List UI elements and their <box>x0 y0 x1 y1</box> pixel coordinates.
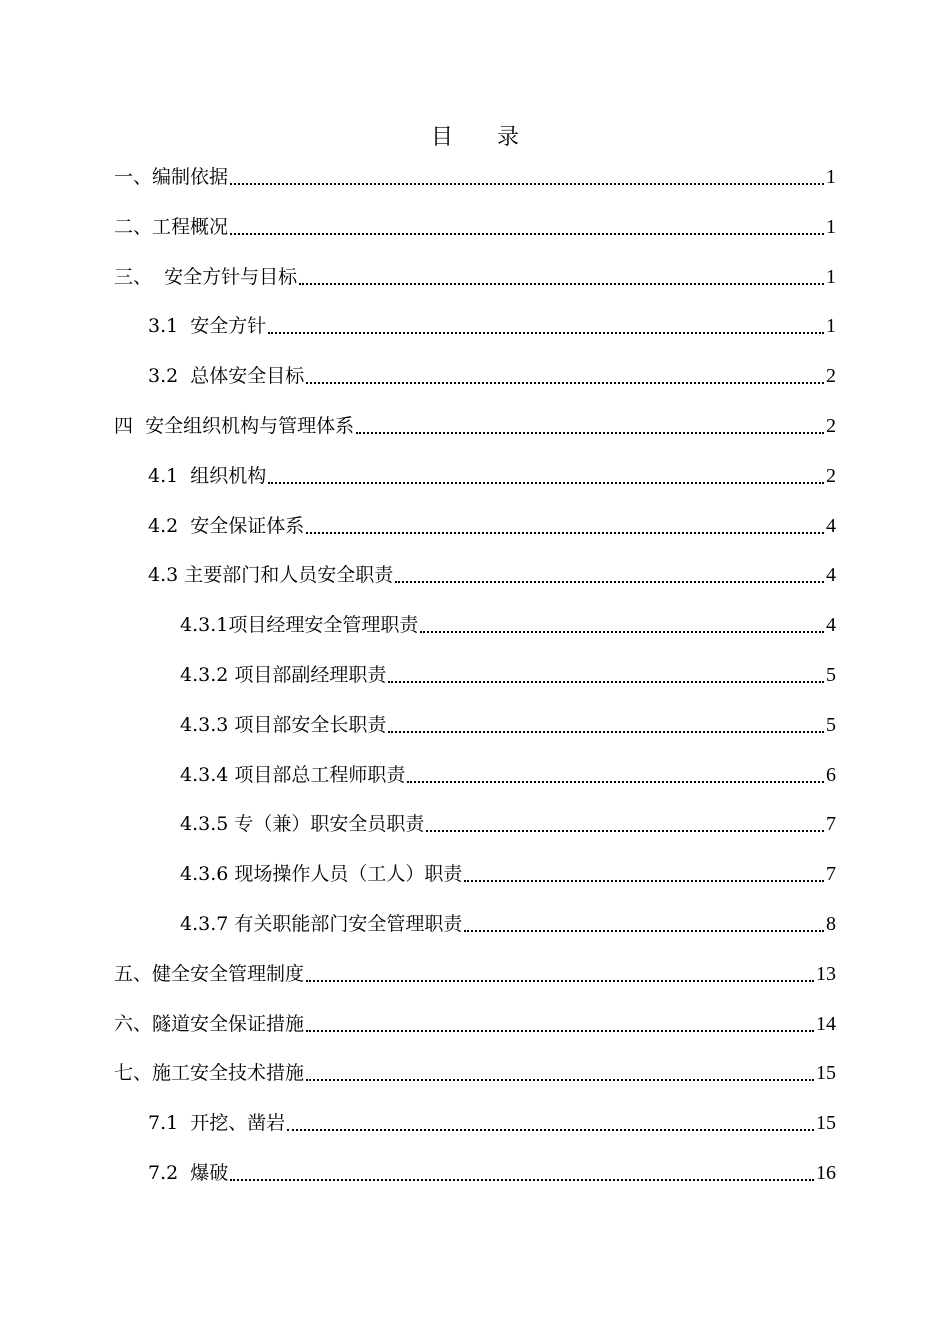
toc-entry-page-number: 2 <box>826 415 836 437</box>
dot-leader <box>426 830 824 832</box>
toc-entry[interactable] <box>180 859 836 889</box>
toc-entry-label: 七、施工安全技术措施 <box>114 1062 305 1085</box>
toc-entry-page-number: 8 <box>826 913 836 935</box>
dot-leader <box>395 581 824 583</box>
toc-entry[interactable] <box>114 212 836 242</box>
dot-leader <box>268 482 824 484</box>
toc-entry[interactable] <box>148 461 836 491</box>
toc-entry-page-number: 13 <box>816 962 836 985</box>
toc-entry[interactable] <box>114 411 836 441</box>
dot-leader <box>464 880 824 882</box>
dot-leader <box>356 432 824 434</box>
toc-title-char-1: 目 <box>430 125 453 150</box>
toc-entry-label: 三、 安全方针与目标 <box>114 265 298 288</box>
toc-entry-label: 4.3.7 有关职能部门安全管理职责 <box>180 913 463 935</box>
dot-leader <box>306 532 824 534</box>
toc-entry-page-number: 7 <box>826 863 836 886</box>
toc-entry-label: 4.3.6 现场操作人员（工人）职责 <box>180 863 463 886</box>
toc-entry[interactable] <box>180 710 836 740</box>
dot-leader <box>299 283 824 285</box>
toc-entry-page-number: 1 <box>826 315 836 338</box>
toc-entry[interactable] <box>114 262 836 292</box>
toc-entry-label: 4.3.4 项目部总工程师职责 <box>180 763 406 786</box>
toc-entry-page-number: 5 <box>826 713 836 736</box>
toc-entry-page-number: 1 <box>826 166 836 188</box>
toc-entry-page-number: 14 <box>816 1012 836 1035</box>
toc-entry-label: 7.2 爆破 <box>148 1162 229 1184</box>
dot-leader <box>306 1030 814 1032</box>
toc-entry-page-number: 4 <box>826 614 836 637</box>
toc-entry-label: 五、健全安全管理制度 <box>114 962 305 985</box>
toc-entry[interactable] <box>148 311 836 341</box>
toc-entry-label: 3.2 总体安全目标 <box>148 365 305 388</box>
toc-entry-label: 二、工程概况 <box>114 215 229 238</box>
toc-entry-page-number: 2 <box>826 365 836 388</box>
toc-title <box>0 122 950 154</box>
toc-entry-label: 一、编制依据 <box>114 166 229 188</box>
toc-entry-label: 4.3.2 项目部副经理职责 <box>180 664 387 686</box>
toc-entry-label: 4.3.1项目经理安全管理职责 <box>180 614 419 637</box>
toc-entry[interactable] <box>180 909 836 939</box>
toc-entry[interactable] <box>148 560 836 590</box>
toc-entry-label: 4.3.5 专（兼）职安全员职责 <box>180 813 425 836</box>
dot-leader <box>420 631 824 633</box>
dot-leader <box>268 332 824 334</box>
toc-entry-label: 3.1 安全方针 <box>148 315 267 338</box>
toc-entry-label: 4.2 安全保证体系 <box>148 514 305 537</box>
toc-entry-page-number: 4 <box>826 564 836 587</box>
toc-entry-page-number: 2 <box>826 464 836 487</box>
toc-entry[interactable] <box>114 1058 836 1088</box>
toc-entry[interactable] <box>180 809 836 839</box>
toc-title-char-2: 录 <box>497 125 520 150</box>
toc-entry-page-number: 7 <box>826 813 836 836</box>
toc-entry-label: 4.3.3 项目部安全长职责 <box>180 713 387 736</box>
toc-entry-label: 六、隧道安全保证措施 <box>114 1012 305 1035</box>
dot-leader <box>407 781 824 783</box>
toc-entry[interactable] <box>180 660 836 690</box>
toc-entry[interactable] <box>180 610 836 640</box>
dot-leader <box>388 731 824 733</box>
dot-leader <box>230 183 824 185</box>
toc-entry[interactable] <box>180 760 836 790</box>
toc-entry-page-number: 4 <box>826 514 836 537</box>
dot-leader <box>306 382 824 384</box>
toc-entry[interactable] <box>114 959 836 989</box>
toc-entry[interactable] <box>148 1108 836 1138</box>
toc-entry-label: 四 安全组织机构与管理体系 <box>114 415 355 437</box>
toc-entry[interactable] <box>148 511 836 541</box>
dot-leader <box>306 1079 814 1081</box>
toc-entry-page-number: 15 <box>816 1112 836 1135</box>
toc-entry[interactable] <box>114 1009 836 1039</box>
toc-entry[interactable] <box>114 162 836 192</box>
dot-leader <box>230 233 824 235</box>
dot-leader <box>388 681 824 683</box>
toc-entry-page-number: 5 <box>826 664 836 686</box>
dot-leader <box>230 1179 814 1181</box>
toc-entry[interactable] <box>148 361 836 391</box>
dot-leader <box>306 980 814 982</box>
dot-leader <box>287 1129 814 1131</box>
toc-entry[interactable] <box>148 1158 836 1188</box>
toc-entry-page-number: 1 <box>826 265 836 288</box>
toc-entry-page-number: 16 <box>816 1162 836 1184</box>
toc-entry-page-number: 6 <box>826 763 836 786</box>
dot-leader <box>464 930 824 932</box>
toc-entry-label: 4.1 组织机构 <box>148 464 267 487</box>
toc-entry-label: 4.3 主要部门和人员安全职责 <box>148 564 394 587</box>
toc-entry-label: 7.1 开挖、凿岩 <box>148 1112 286 1135</box>
toc-entry-page-number: 15 <box>816 1062 836 1085</box>
toc-entry-page-number: 1 <box>826 215 836 238</box>
